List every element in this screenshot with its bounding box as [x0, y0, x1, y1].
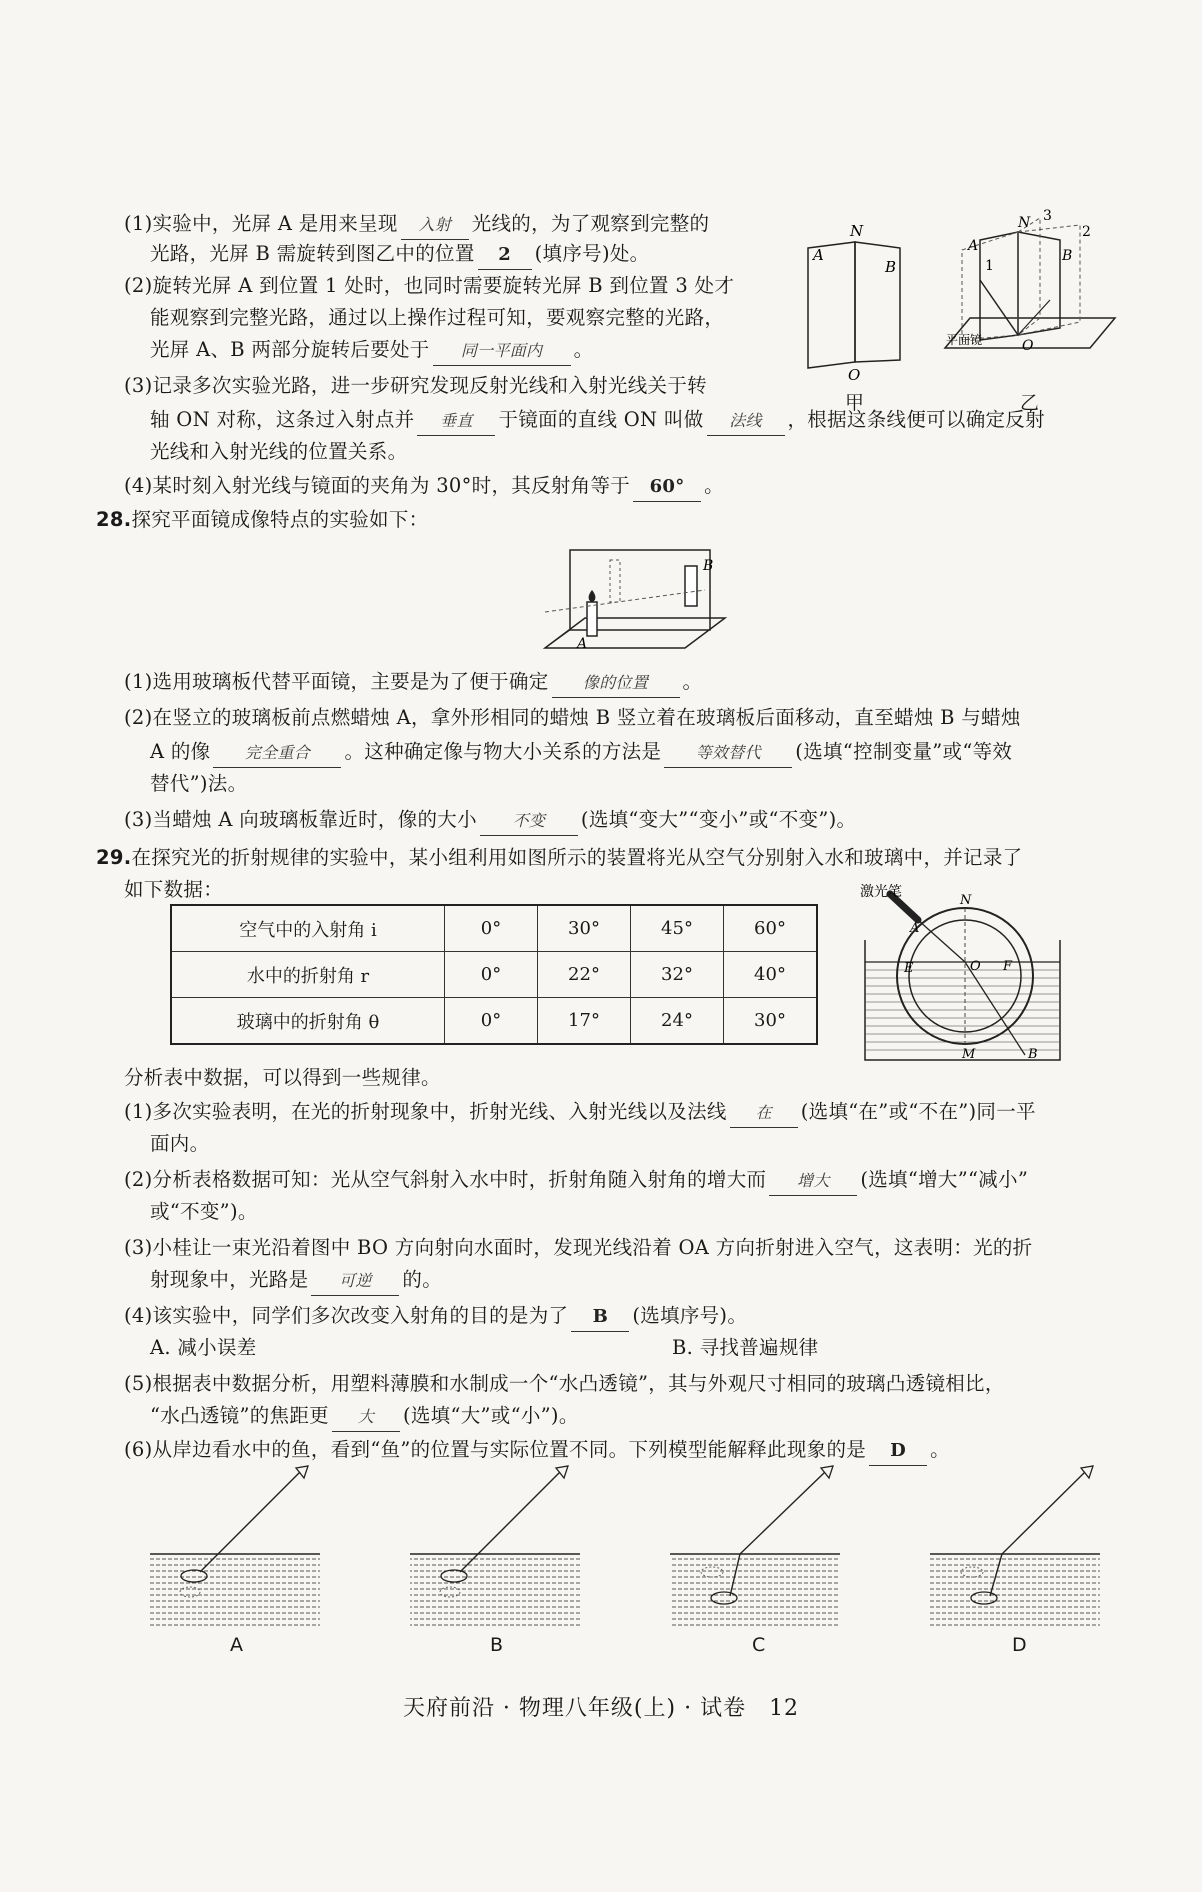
q29-title-line1: 29.在探究光的折射规律的实验中，某小组利用如图所示的装置将光从空气分别射入水和玻璃中，并记录了 [96, 846, 1023, 869]
q28-answer-method: 等效替代 [664, 739, 792, 768]
table-row [171, 998, 817, 1045]
table-cell: 30° [724, 998, 818, 1045]
q28-part3: (3)当蜡烛 A 向玻璃板靠近时，像的大小 不变 (选填“变大”“变小”或“不变”)。 [124, 806, 856, 836]
table-cell: 空气中的入射角 i [171, 905, 445, 952]
table-cell: 60° [724, 905, 818, 952]
table-cell: 32° [631, 952, 724, 998]
q29-part5-line2: “水凸透镜”的焦距更 大 (选填“大”或“小”)。 [150, 1402, 579, 1432]
fig-yi-label-mirror: 平面镜 [946, 333, 983, 347]
q28-part2-line3: 替代”)法。 [150, 772, 248, 795]
fish-model-a [150, 1466, 320, 1630]
q28-fig-label-B: B [703, 558, 714, 574]
fish-model-label-b: B [490, 1634, 504, 1656]
fig-yi-label-A: A [968, 238, 979, 254]
q27-answer-normal: 法线 [707, 407, 785, 436]
fig-yi-label-N: N [1018, 215, 1031, 231]
q29-part1-line2: 面内。 [150, 1132, 210, 1155]
q27-part4: (4)某时刻入射光线与镜面的夹角为 30°时，其反射角等于 60° 。 [124, 472, 724, 502]
table-cell: 水中的折射角 r [171, 952, 445, 998]
q28-part2-line1: (2)在竖立的玻璃板前点燃蜡烛 A，拿外形相同的蜡烛 B 竖立着在玻璃板后面移动，直至蜡烛 B 与蜡烛 [124, 706, 1021, 729]
fig-yi-label-1: 1 [985, 258, 994, 274]
page-footer: 天府前沿 · 物理八年级(上) · 试卷 12 [402, 1696, 800, 1721]
q29-part4: (4)该实验中，同学们多次改变入射角的目的是为了 B (选填序号)。 [124, 1302, 747, 1332]
fig-label-B: B [1028, 1047, 1038, 1062]
q29-answer-reversible: 可逆 [311, 1267, 399, 1296]
table-cell: 40° [724, 952, 818, 998]
q29-part4-option-b: B. 寻找普遍规律 [672, 1336, 819, 1359]
fig-jia-label-O: O [848, 366, 861, 384]
q27-part3-line2: 轴 ON 对称，这条过入射点并 垂直 于镜面的直线 ON 叫做 法线 ，根据这条线便可以确定反射 [150, 406, 1045, 436]
table-cell: 0° [445, 998, 538, 1045]
q27-figure-jia [800, 220, 910, 384]
q28-answer-size: 不变 [480, 807, 578, 836]
q29-fish-models [150, 1460, 1110, 1650]
fig-label-M: M [962, 1047, 976, 1062]
q27-figure-yi [940, 210, 1120, 380]
q29-part5-line1: (5)根据表中数据分析，用塑料薄膜和水制成一个“水凸透镜”，其与外观尺寸相同的玻璃凸透镜相比， [124, 1372, 1005, 1395]
q27-part1-line2: 光路，光屏 B 需旋转到图乙中的位置 2 (填序号)处。 [150, 240, 649, 270]
q29-data-table [170, 904, 818, 1045]
table-cell: 玻璃中的折射角 θ [171, 998, 445, 1045]
q29-answer-in-plane: 在 [730, 1099, 798, 1128]
q27-part3-line3: 光线和入射光线的位置关系。 [150, 440, 408, 463]
q27-part2-line2: 能观察到完整光路，通过以上操作过程可知，要观察完整的光路， [150, 306, 725, 329]
table-row [171, 952, 817, 998]
fish-model-label-d: D [1012, 1634, 1027, 1656]
q28-fig-label-A: A [577, 636, 588, 652]
q29-part2-line1: (2)分析表格数据可知：光从空气斜射入水中时，折射角随入射角的增大而 增大 (选填“增大”“减小” [124, 1166, 1028, 1196]
fig-yi-label-2: 2 [1082, 224, 1091, 240]
q27-figure-jia-caption: 甲 [845, 392, 865, 414]
fig-label-O: O [970, 959, 981, 974]
table-row [171, 905, 817, 952]
q29-part2-line2: 或“不变”)。 [150, 1200, 258, 1223]
fig-jia-label-A: A [813, 246, 824, 264]
q27-figure-yi-caption: 乙 [1020, 392, 1040, 414]
q29-part3-line2: 射现象中，光路是 可逆 的。 [150, 1266, 442, 1296]
q27-answer-same-plane: 同一平面内 [433, 337, 571, 366]
q27-answer-angle: 60° [633, 473, 701, 502]
q29-part3-line1: (3)小桂让一束光沿着图中 BO 方向射向水面时，发现光线沿着 OA 方向折射进入空气，这表明：光的折 [124, 1236, 1033, 1259]
fish-model-c [670, 1466, 840, 1630]
q29-answer-model: D [869, 1437, 927, 1466]
q27-part2-line3: 光屏 A、B 两部分旋转后要处于 同一平面内 。 [150, 336, 593, 366]
q27-part1-line1: (1)实验中，光屏 A 是用来呈现 入射 光线的，为了观察到完整的 [124, 210, 709, 240]
q29-answer-purpose: B [571, 1303, 629, 1332]
q27-answer-position: 2 [478, 241, 532, 270]
q29-part6: (6)从岸边看水中的鱼，看到“鱼”的位置与实际位置不同。下列模型能解释此现象的是 D 。 [124, 1436, 950, 1466]
q27-part2-line1: (2)旋转光屏 A 到位置 1 处时，也同时需要旋转光屏 B 到位置 3 处才 [124, 274, 735, 297]
fig-label-E: E [904, 961, 914, 976]
q28-answer-coincide: 完全重合 [213, 739, 341, 768]
table-cell: 30° [538, 905, 631, 952]
fig-jia-label-B: B [885, 258, 897, 276]
q29-part4-option-a: A. 减小误差 [150, 1336, 257, 1359]
q28-title: 28.探究平面镜成像特点的实验如下： [96, 508, 429, 531]
fig-yi-label-3: 3 [1043, 208, 1052, 224]
table-cell: 24° [631, 998, 724, 1045]
fish-model-label-c: C [752, 1634, 766, 1656]
fig-yi-label-B: B [1062, 248, 1073, 264]
q28-part1: (1)选用玻璃板代替平面镜，主要是为了便于确定 像的位置 。 [124, 668, 702, 698]
q28-figure-candles [525, 540, 745, 660]
q29-analysis: 分析表中数据，可以得到一些规律。 [124, 1066, 441, 1089]
fish-model-d [930, 1466, 1100, 1630]
q27-answer-incident: 入射 [401, 211, 469, 240]
fig-label-A: A [910, 921, 920, 936]
fig-label-F: F [1003, 959, 1013, 974]
fish-model-label-a: A [230, 1634, 243, 1656]
fish-model-b [410, 1466, 580, 1630]
table-cell: 22° [538, 952, 631, 998]
q28-answer-image-position: 像的位置 [552, 669, 680, 698]
fig-label-N: N [960, 893, 972, 908]
q29-title-line2: 如下数据： [124, 878, 224, 901]
q29-part1-line1: (1)多次实验表明，在光的折射现象中，折射光线、入射光线以及法线 在 (选填“在”或“不在”)同一平 [124, 1098, 1036, 1128]
q29-answer-increase: 增大 [769, 1167, 857, 1196]
table-cell: 0° [445, 905, 538, 952]
q28-part2-line2: A 的像 完全重合 。这种确定像与物大小关系的方法是 等效替代 (选填“控制变量”或“等效 [150, 738, 1012, 768]
fig-yi-label-O: O [1022, 338, 1034, 354]
fig-jia-label-N: N [850, 222, 864, 240]
table-cell: 0° [445, 952, 538, 998]
q29-answer-focal: 大 [332, 1403, 400, 1432]
table-cell: 45° [631, 905, 724, 952]
q27-part3-line1: (3)记录多次实验光路，进一步研究发现反射光线和入射光线关于转 [124, 374, 707, 397]
q27-answer-perpendicular: 垂直 [417, 407, 495, 436]
table-cell: 17° [538, 998, 631, 1045]
q29-figure-refraction [860, 884, 1070, 1070]
fig-label-laser: 激光笔 [860, 884, 902, 900]
